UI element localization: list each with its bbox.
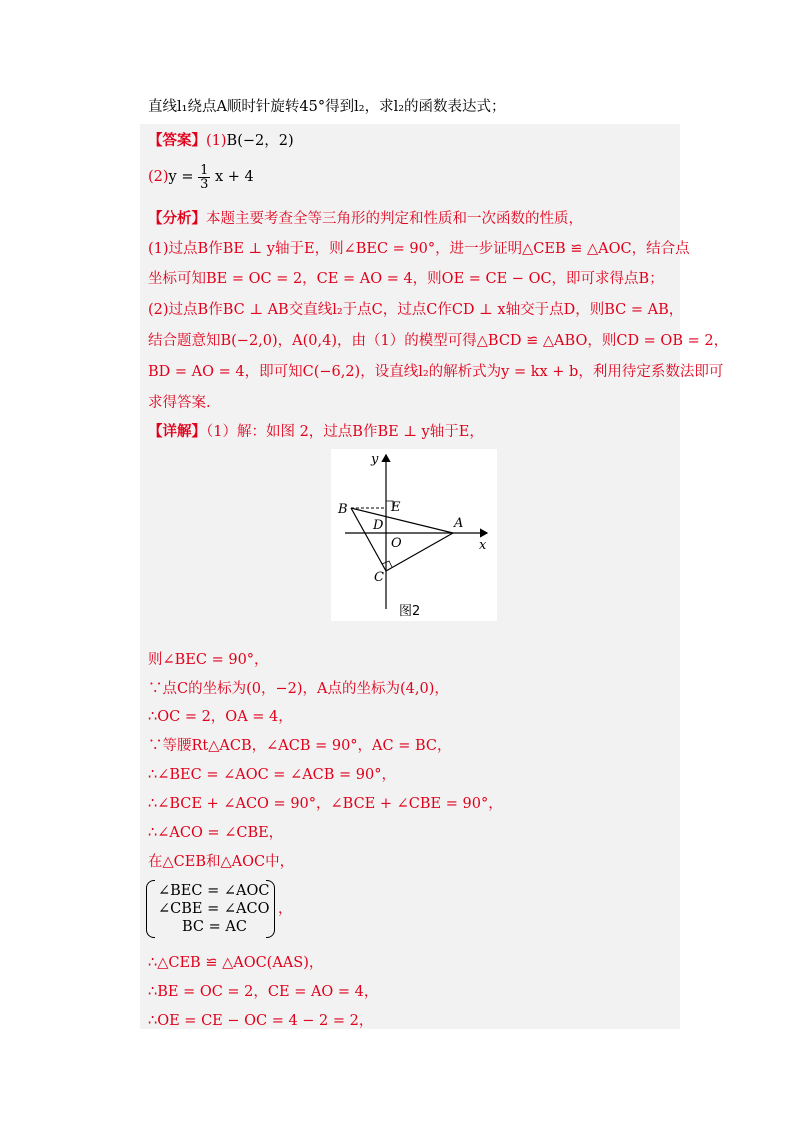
figure-svg — [331, 449, 497, 621]
conclusion-2: ∴BE = OC = 2，CE = AO = 4， — [148, 984, 379, 1000]
segment-ba — [351, 508, 453, 533]
answer-part1-prefix: (1) — [206, 133, 227, 149]
label-d: D — [373, 518, 384, 533]
system-left-brace — [146, 880, 155, 938]
step-5: ∴∠BEC = ∠AOC = ∠ACB = 90°， — [148, 767, 396, 783]
step-3: ∴OC = 2，OA = 4， — [148, 709, 293, 725]
step-1: 则∠BEC = 90°， — [148, 652, 269, 668]
step-7: ∴∠ACO = ∠CBE， — [148, 825, 284, 841]
label-y: y — [371, 452, 379, 467]
system-right-brace — [266, 880, 275, 938]
fraction-numerator: 1 — [200, 162, 209, 178]
analysis-line-4: (2)过点B作BC ⊥ AB交直线l₂于点C，过点C作CD ⊥ x轴交于点D，则BC = AB， — [148, 302, 684, 318]
detail-line-1 — [148, 421, 484, 443]
label-o: O — [391, 536, 402, 551]
label-x: x — [479, 538, 487, 553]
answer-part2-prefix: (2) — [148, 169, 169, 185]
step-4: ∵等腰Rt△ACB，∠ACB = 90°，AC = BC， — [148, 738, 452, 754]
answer-fraction — [198, 164, 210, 191]
congruence-system — [146, 880, 293, 940]
step-2: ∵点C的坐标为(0，−2)，A点的坐标为(4,0)， — [148, 681, 449, 697]
answer-part2-lhs: y = — [168, 169, 194, 185]
answer-part2-rhs: x + 4 — [215, 169, 254, 185]
figure-2 — [331, 449, 497, 621]
label-a: A — [454, 516, 464, 531]
analysis-line-7: 求得答案. — [148, 395, 211, 411]
answer-label: 【答案】 — [148, 132, 206, 149]
intro-text: 直线l₁绕点A顺时针旋转45°得到l₂，求l₂的函数表达式； — [148, 99, 506, 115]
label-e: E — [391, 500, 401, 515]
conclusion-1: ∴△CEB ≌ △AOC(AAS)， — [148, 955, 324, 971]
system-row-3: BC = AC — [182, 919, 247, 935]
answer-line-1 — [148, 130, 294, 152]
analysis-line-5: 结合题意知B(−2,0)，A(0,4)，由（1）的模型可得△BCD ≌ △ABO，则CD = OB = 2， — [148, 333, 729, 349]
system-tail: ， — [278, 901, 293, 917]
answer-part1: B(−2，2) — [226, 133, 294, 149]
analysis-line-3: 坐标可知BE = OC = 2，CE = AO = 4，则OE = CE − OC，即可求得点B； — [148, 271, 664, 287]
label-c: C — [374, 570, 384, 585]
analysis-line-2: (1)过点B作BE ⊥ y轴于E，则∠BEC = 90°，进一步证明△CEB ≌ △AOC，结合点 — [148, 241, 690, 257]
step-8: 在△CEB和△AOC中， — [148, 854, 295, 870]
analysis-line-6: BD = AO = 4，即可知C(−6,2)，设直线l₂的解析式为y = kx + b，利用待定系数法即可 — [148, 364, 724, 380]
system-row-1: ∠BEC = ∠AOC — [158, 883, 270, 899]
detail-text-1: （1）解：如图 2，过点B作BE ⊥ y轴于E， — [206, 424, 484, 440]
system-row-2: ∠CBE = ∠ACO — [158, 901, 270, 917]
analysis-line-1 — [148, 208, 583, 230]
answer-line-2 — [148, 162, 254, 192]
fraction-denominator: 3 — [200, 176, 209, 192]
conclusion-3: ∴OE = CE − OC = 4 − 2 = 2， — [148, 1013, 374, 1029]
step-6: ∴∠BCE + ∠ACO = 90°，∠BCE + ∠CBE = 90°， — [148, 796, 503, 812]
analysis-text-1: 本题主要考查全等三角形的判定和性质和一次函数的性质， — [206, 211, 583, 227]
analysis-label: 【分析】 — [148, 210, 206, 227]
label-b: B — [338, 502, 348, 517]
figure-caption: 图2 — [399, 604, 421, 619]
detail-label: 【详解】 — [148, 423, 206, 440]
